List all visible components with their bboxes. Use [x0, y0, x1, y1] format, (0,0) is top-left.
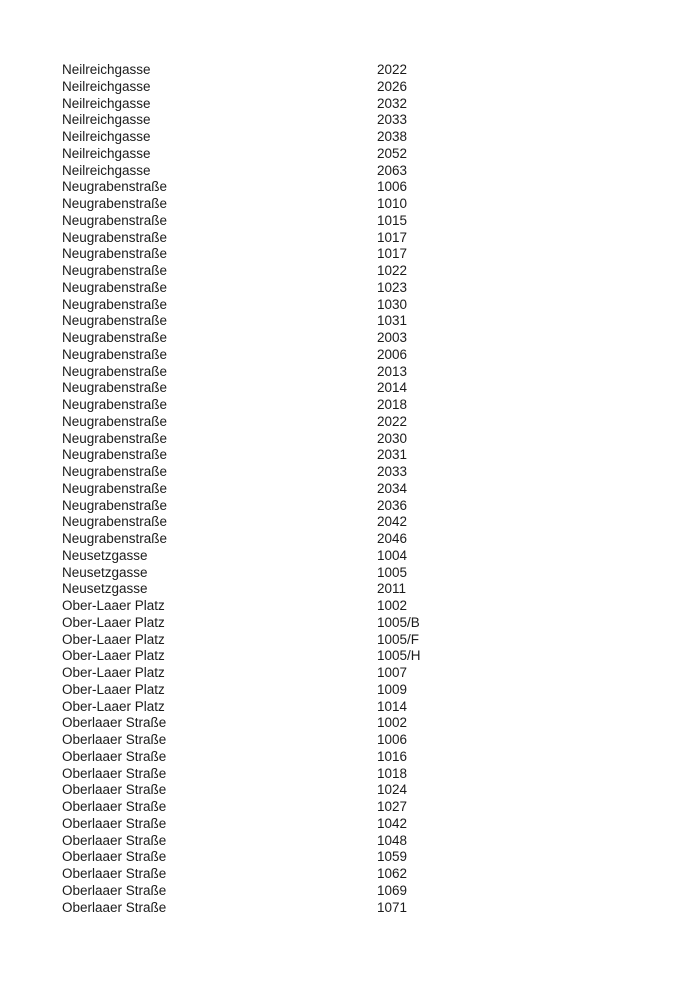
street-number: 1023 — [377, 279, 408, 295]
street-number: 2046 — [377, 531, 408, 546]
list-item — [62, 79, 700, 96]
street-name: Oberlaaer Straße — [62, 732, 167, 747]
street-name: Neugrabenstraße — [62, 480, 168, 496]
street-name: Neugrabenstraße — [62, 246, 168, 262]
street-number: 2034 — [377, 480, 408, 496]
list-item — [62, 498, 700, 515]
street-number: 1005/B — [377, 614, 420, 630]
street-number: 1002 — [377, 715, 408, 731]
list-item — [62, 833, 700, 850]
street-name: Neilreichgasse — [62, 162, 151, 178]
street-number: 1030 — [377, 296, 408, 312]
list-item — [62, 96, 700, 113]
street-number: 2033 — [377, 112, 408, 128]
street-name: Oberlaaer Straße — [62, 866, 167, 881]
street-name: Oberlaaer Straße — [62, 815, 167, 831]
street-name: Neilreichgasse — [62, 78, 151, 94]
list-item — [62, 481, 700, 498]
street-name: Neugrabenstraße — [62, 531, 168, 546]
street-name: Neugrabenstraße — [62, 313, 168, 329]
street-name: Neugrabenstraße — [62, 397, 168, 412]
street-name: Ober-Laaer Platz — [62, 631, 165, 647]
street-name: Ober-Laaer Platz — [62, 681, 165, 697]
street-number: 1048 — [377, 832, 408, 848]
street-name: Ober-Laaer Platz — [62, 665, 165, 680]
street-number: 2022 — [377, 62, 408, 77]
street-name: Neugrabenstraße — [62, 263, 168, 278]
street-name: Neugrabenstraße — [62, 447, 168, 463]
street-name: Oberlaaer Straße — [62, 782, 167, 798]
street-name: Ober-Laaer Platz — [62, 598, 165, 613]
street-name: Neusetzgasse — [62, 581, 148, 597]
street-number: 2018 — [377, 397, 408, 412]
street-number: 2036 — [377, 497, 408, 513]
list-item — [62, 849, 700, 866]
list-item — [62, 112, 700, 129]
street-number: 1042 — [377, 815, 408, 831]
list-item — [62, 62, 700, 79]
list-item — [62, 900, 700, 917]
list-item — [62, 464, 700, 481]
street-name: Neugrabenstraße — [62, 380, 168, 396]
street-name: Neugrabenstraße — [62, 346, 168, 362]
street-name: Neilreichgasse — [62, 145, 151, 161]
list-item — [62, 715, 700, 732]
street-name: Neugrabenstraße — [62, 179, 168, 195]
street-number: 2042 — [377, 514, 408, 530]
list-item — [62, 699, 700, 716]
list-item — [62, 514, 700, 531]
list-item — [62, 347, 700, 364]
list-item — [62, 799, 700, 816]
street-number: 2063 — [377, 162, 408, 178]
street-number: 2033 — [377, 464, 408, 479]
street-name: Neugrabenstraße — [62, 296, 168, 312]
list-item — [62, 766, 700, 783]
list-item — [62, 146, 700, 163]
street-number: 2011 — [377, 581, 407, 597]
list-item — [62, 213, 700, 230]
list-item — [62, 414, 700, 431]
list-item — [62, 263, 700, 280]
list-item — [62, 548, 700, 565]
street-number: 1017 — [377, 229, 408, 245]
street-number: 1069 — [377, 882, 408, 898]
street-number: 2026 — [377, 78, 408, 94]
street-number: 1005 — [377, 564, 408, 580]
street-number: 1027 — [377, 799, 408, 814]
list-item — [62, 682, 700, 699]
street-name: Oberlaaer Straße — [62, 849, 167, 865]
street-number: 2038 — [377, 129, 408, 144]
list-item — [62, 531, 700, 548]
street-name: Neugrabenstraße — [62, 497, 168, 513]
list-item — [62, 431, 700, 448]
street-list — [62, 62, 700, 916]
street-name: Oberlaaer Straße — [62, 799, 167, 814]
list-item — [62, 397, 700, 414]
list-item — [62, 581, 700, 598]
street-number: 2031 — [377, 447, 408, 463]
list-item — [62, 598, 700, 615]
street-name: Neilreichgasse — [62, 95, 151, 111]
street-name: Neilreichgasse — [62, 129, 151, 144]
list-item — [62, 380, 700, 397]
street-name: Ober-Laaer Platz — [62, 614, 165, 630]
street-name: Neugrabenstraße — [62, 330, 168, 345]
street-name: Oberlaaer Straße — [62, 765, 167, 781]
street-name: Neugrabenstraße — [62, 413, 168, 429]
street-name: Ober-Laaer Platz — [62, 698, 165, 714]
list-item — [62, 297, 700, 314]
street-name: Oberlaaer Straße — [62, 715, 167, 731]
street-name: Neugrabenstraße — [62, 363, 168, 379]
list-item — [62, 866, 700, 883]
street-name: Neugrabenstraße — [62, 212, 168, 228]
street-number: 2022 — [377, 413, 408, 429]
list-item — [62, 883, 700, 900]
street-name: Oberlaaer Straße — [62, 899, 167, 915]
list-item — [62, 280, 700, 297]
street-number: 1004 — [377, 547, 408, 563]
street-number: 1018 — [377, 765, 408, 781]
street-number: 2032 — [377, 95, 408, 111]
street-name: Neugrabenstraße — [62, 196, 168, 211]
street-number: 1015 — [377, 212, 408, 228]
street-number: 1002 — [377, 598, 408, 613]
list-item — [62, 129, 700, 146]
list-item — [62, 196, 700, 213]
street-number: 2052 — [377, 145, 408, 161]
list-item — [62, 632, 700, 649]
street-name: Neusetzgasse — [62, 564, 148, 580]
street-number: 1071 — [377, 899, 408, 915]
street-name: Oberlaaer Straße — [62, 882, 167, 898]
list-item — [62, 648, 700, 665]
list-item — [62, 313, 700, 330]
street-name: Ober-Laaer Platz — [62, 648, 165, 664]
street-number: 1010 — [377, 196, 408, 211]
street-number: 1059 — [377, 849, 408, 865]
street-number: 1005/F — [377, 631, 420, 647]
street-number: 2006 — [377, 346, 408, 362]
street-number: 2013 — [377, 363, 408, 379]
street-number: 1007 — [377, 665, 408, 680]
street-name: Oberlaaer Straße — [62, 832, 167, 848]
list-item — [62, 330, 700, 347]
list-item — [62, 163, 700, 180]
street-number: 2003 — [377, 330, 408, 345]
street-number: 1009 — [377, 681, 408, 697]
list-item — [62, 749, 700, 766]
street-name: Neusetzgasse — [62, 547, 148, 563]
street-number: 1014 — [377, 698, 408, 714]
street-name: Neugrabenstraße — [62, 514, 168, 530]
street-name: Neilreichgasse — [62, 112, 151, 128]
list-item — [62, 246, 700, 263]
list-item — [62, 732, 700, 749]
street-number: 1006 — [377, 732, 408, 747]
street-number: 1024 — [377, 782, 408, 798]
street-number: 1022 — [377, 263, 408, 278]
street-number: 2014 — [377, 380, 408, 396]
list-item — [62, 230, 700, 247]
list-item — [62, 565, 700, 582]
street-name: Oberlaaer Straße — [62, 748, 167, 764]
street-number: 2030 — [377, 430, 408, 446]
street-name: Neugrabenstraße — [62, 229, 168, 245]
street-number: 1031 — [377, 313, 408, 329]
street-number: 1062 — [377, 866, 408, 881]
street-number: 1017 — [377, 246, 408, 262]
list-item — [62, 179, 700, 196]
street-name: Neugrabenstraße — [62, 430, 168, 446]
street-name: Neilreichgasse — [62, 62, 151, 77]
street-number: 1016 — [377, 748, 408, 764]
street-number: 1005/H — [377, 648, 421, 664]
street-name: Neugrabenstraße — [62, 464, 168, 479]
list-item — [62, 782, 700, 799]
list-item — [62, 447, 700, 464]
list-item — [62, 816, 700, 833]
list-item — [62, 615, 700, 632]
street-name: Neugrabenstraße — [62, 279, 168, 295]
street-number: 1006 — [377, 179, 408, 195]
list-item — [62, 665, 700, 682]
list-item — [62, 364, 700, 381]
